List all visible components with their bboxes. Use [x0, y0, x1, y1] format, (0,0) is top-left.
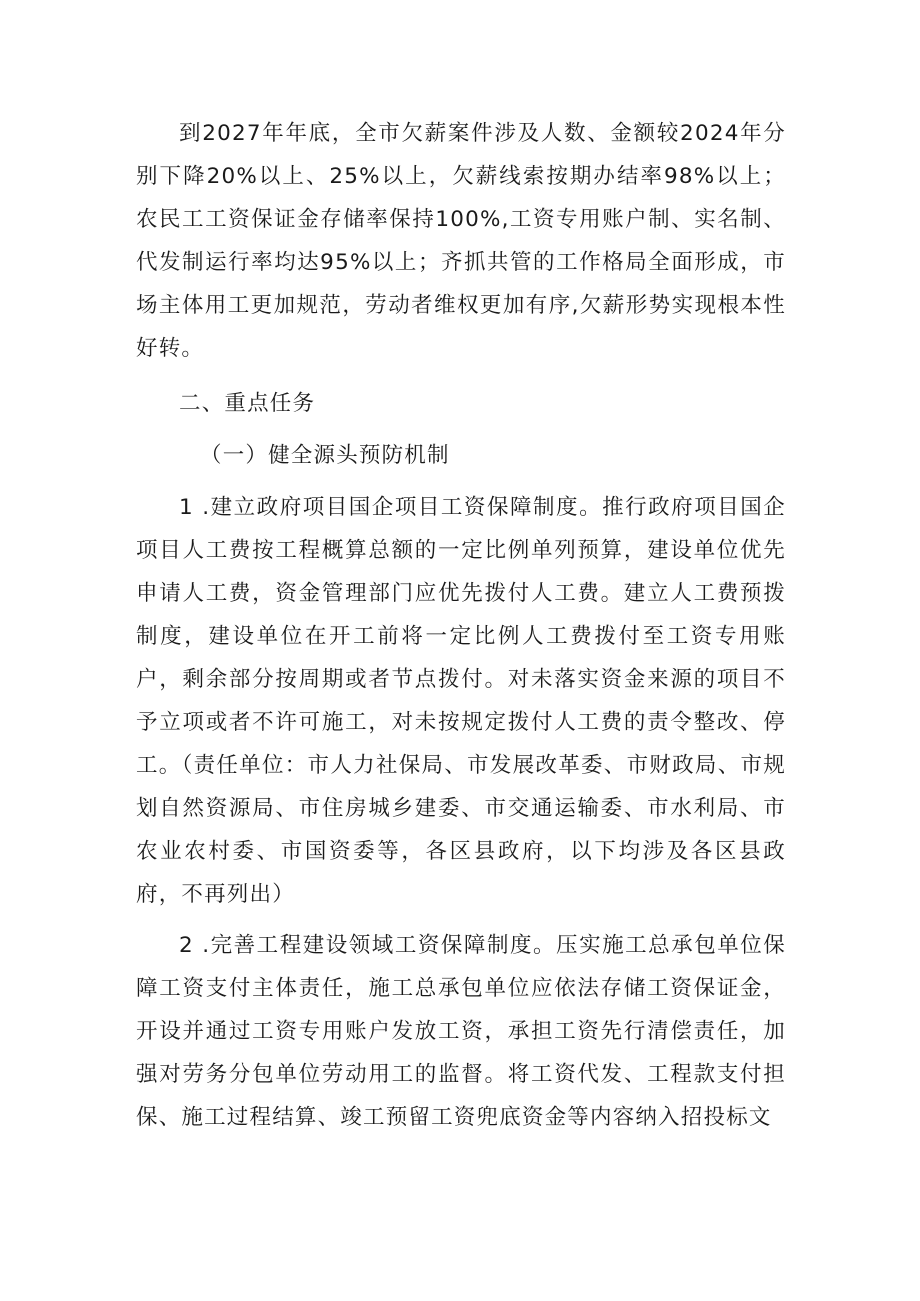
document-body: [136, 112, 786, 1139]
goal-paragraph: 到2027年年底，全市欠薪案件涉及人数、金额较2024年分别下降20%以上、25%以上，欠薪线索按期办结率98%以上；农民工工资保证金存储率保持100%,工资专用账户制、实名制、代发制运行率均达95%以上；齐抓共管的工作格局全面形成，市场主体用工更加规范，劳动者维权更加有序,欠薪形势实现根本性好转。: [136, 121, 786, 361]
task-item-2: 2 .完善工程建设领域工资保障制度。压实施工总承包单位保障工资支付主体责任，施工总承包单位应依法存储工资保证金，开设并通过工资专用账户发放工资，承担工资先行清偿责任，加强对劳务分包单位劳动用工的监督。将工资代发、工程款支付担保、施工过程结算、竣工预留工资兜底资金等内容纳入招投标文: [136, 933, 786, 1130]
subsection-heading: （一）健全源头预防机制: [200, 443, 450, 468]
section-heading: 二、重点任务: [179, 391, 316, 416]
task-item-1: 1 .建立政府项目国企项目工资保障制度。推行政府项目国企项目人工费按工程概算总额的一定比例单列预算，建设单位优先申请人工费，资金管理部门应优先拨付人工费。建立人工费预拨制度，建设单位在开工前将一定比例人工费拨付至工资专用账户，剩余部分按周期或者节点拨付。对未落实资金来源的项目不予立项或者不许可施工，对未按规定拨付人工费的责令整改、停工。（责任单位：市人力社保局、市发展改革委、市财政局、市规划自然资源局、市住房城乡建委、市交通运输委、市水利局、市农业农村委、市国资委等，各区县政府，以下均涉及各区县政府，不再列出）: [136, 495, 786, 907]
